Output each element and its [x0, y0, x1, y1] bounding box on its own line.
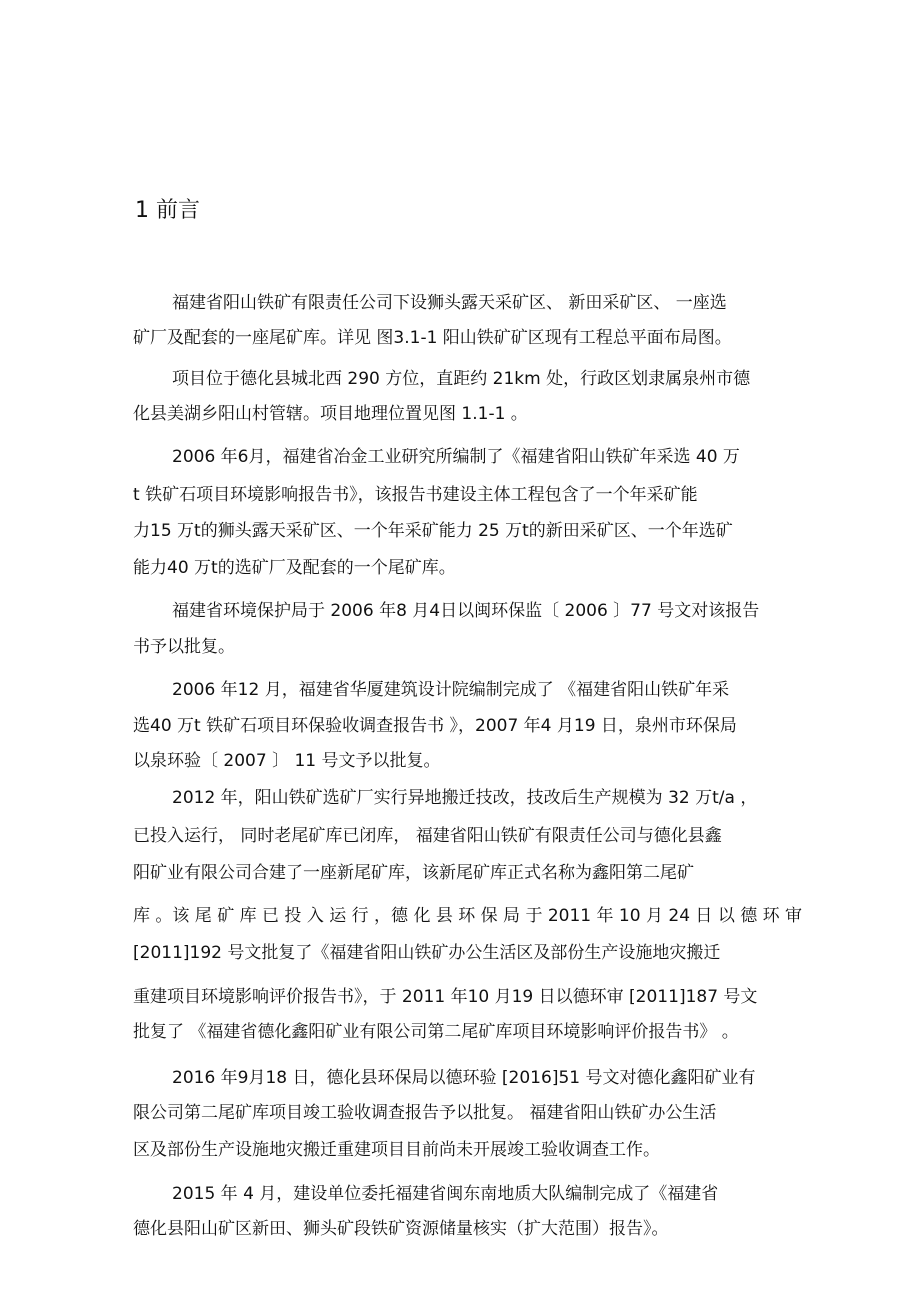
- paragraph-4-line-1: 福建省环境保护局于 2006 年8 月4日以闽环保监〔 2006 〕77 号文对该报告: [172, 601, 760, 621]
- paragraph-6-line-7: 批复了 《福建省德化鑫阳矿业有限公司第二尾矿库项目环境影响评价报告书》 。: [133, 1022, 739, 1042]
- paragraph-6-line-4: 库 。该 尾 矿 库 已 投 入 运 行 ，德 化 县 环 保 局 于 2011 年 10 月 24 日 以 德 环 审: [133, 906, 803, 926]
- paragraph-5-line-2: 选40 万t 铁矿石项目环保验收调查报告书 》，2007 年4 月19 日，泉州市环保局: [133, 716, 737, 736]
- paragraph-5-line-3: 以泉环验〔 2007 〕 11 号文予以批复。: [133, 751, 441, 771]
- paragraph-6-line-1: 2012 年，阳山铁矿选矿厂实行异地搬迁技改，技改后生产规模为 32 万t/a ，: [172, 788, 758, 808]
- paragraph-6-line-5: [2011]192 号文批复了《福建省阳山铁矿办公生活区及部份生产设施地灾搬迁: [133, 943, 721, 963]
- paragraph-1-line-1: 福建省阳山铁矿有限责任公司下设狮头露天采矿区、 新田采矿区、 一座选: [172, 293, 727, 313]
- paragraph-3-line-2: t 铁矿石项目环境影响报告书》，该报告书建设主体工程包含了一个年采矿能: [133, 485, 698, 505]
- paragraph-7-line-2: 限公司第二尾矿库项目竣工验收调查报告予以批复。 福建省阳山铁矿办公生活: [133, 1103, 717, 1123]
- paragraph-3-line-4: 能力40 万t的选矿厂及配套的一个尾矿库。: [133, 558, 456, 578]
- paragraph-2-line-2: 化县美湖乡阳山村管辖。项目地理位置见图 1.1-1 。: [133, 404, 528, 424]
- paragraph-8-line-1: 2015 年 4 月，建设单位委托福建省闽东南地质大队编制完成了《福建省: [172, 1184, 719, 1204]
- paragraph-5-line-1: 2006 年12 月，福建省华厦建筑设计院编制完成了 《福建省阳山铁矿年采: [172, 680, 730, 700]
- paragraph-2-line-1: 项目位于德化县城北西 290 方位，直距约 21km 处，行政区划隶属泉州市德: [172, 369, 751, 389]
- paragraph-6-line-6: 重建项目环境影响评价报告书》，于 2011 年10 月19 日以德环审 [2011]187 号文: [133, 987, 758, 1007]
- paragraph-7-line-3: 区及部份生产设施地灾搬迁重建项目目前尚未开展竣工验收调查工作。: [133, 1140, 660, 1160]
- paragraph-7-line-1: 2016 年9月18 日，德化县环保局以德环验 [2016]51 号文对德化鑫阳矿业有: [172, 1068, 756, 1088]
- paragraph-3-line-3: 力15 万t的狮头露天采矿区、一个年采矿能力 25 万t的新田采矿区、一个年选矿: [133, 521, 733, 541]
- section-heading: 1 前言: [135, 198, 200, 223]
- paragraph-1-line-2: 矿厂及配套的一座尾矿库。详见 图3.1-1 阳山铁矿矿区现有工程总平面布局图。: [133, 328, 732, 348]
- paragraph-4-line-2: 书予以批复。: [133, 637, 235, 657]
- paragraph-8-line-2: 德化县阳山矿区新田、狮头矿段铁矿资源储量核实（扩大范围）报告》。: [133, 1219, 669, 1239]
- paragraph-6-line-2: 已投入运行， 同时老尾矿库已闭库， 福建省阳山铁矿有限责任公司与德化县鑫: [133, 826, 722, 846]
- paragraph-3-line-1: 2006 年6月，福建省冶金工业研究所编制了《福建省阳山铁矿年采选 40 万: [172, 447, 740, 467]
- paragraph-6-line-3: 阳矿业有限公司合建了一座新尾矿库，该新尾矿库正式名称为鑫阳第二尾矿: [133, 863, 694, 883]
